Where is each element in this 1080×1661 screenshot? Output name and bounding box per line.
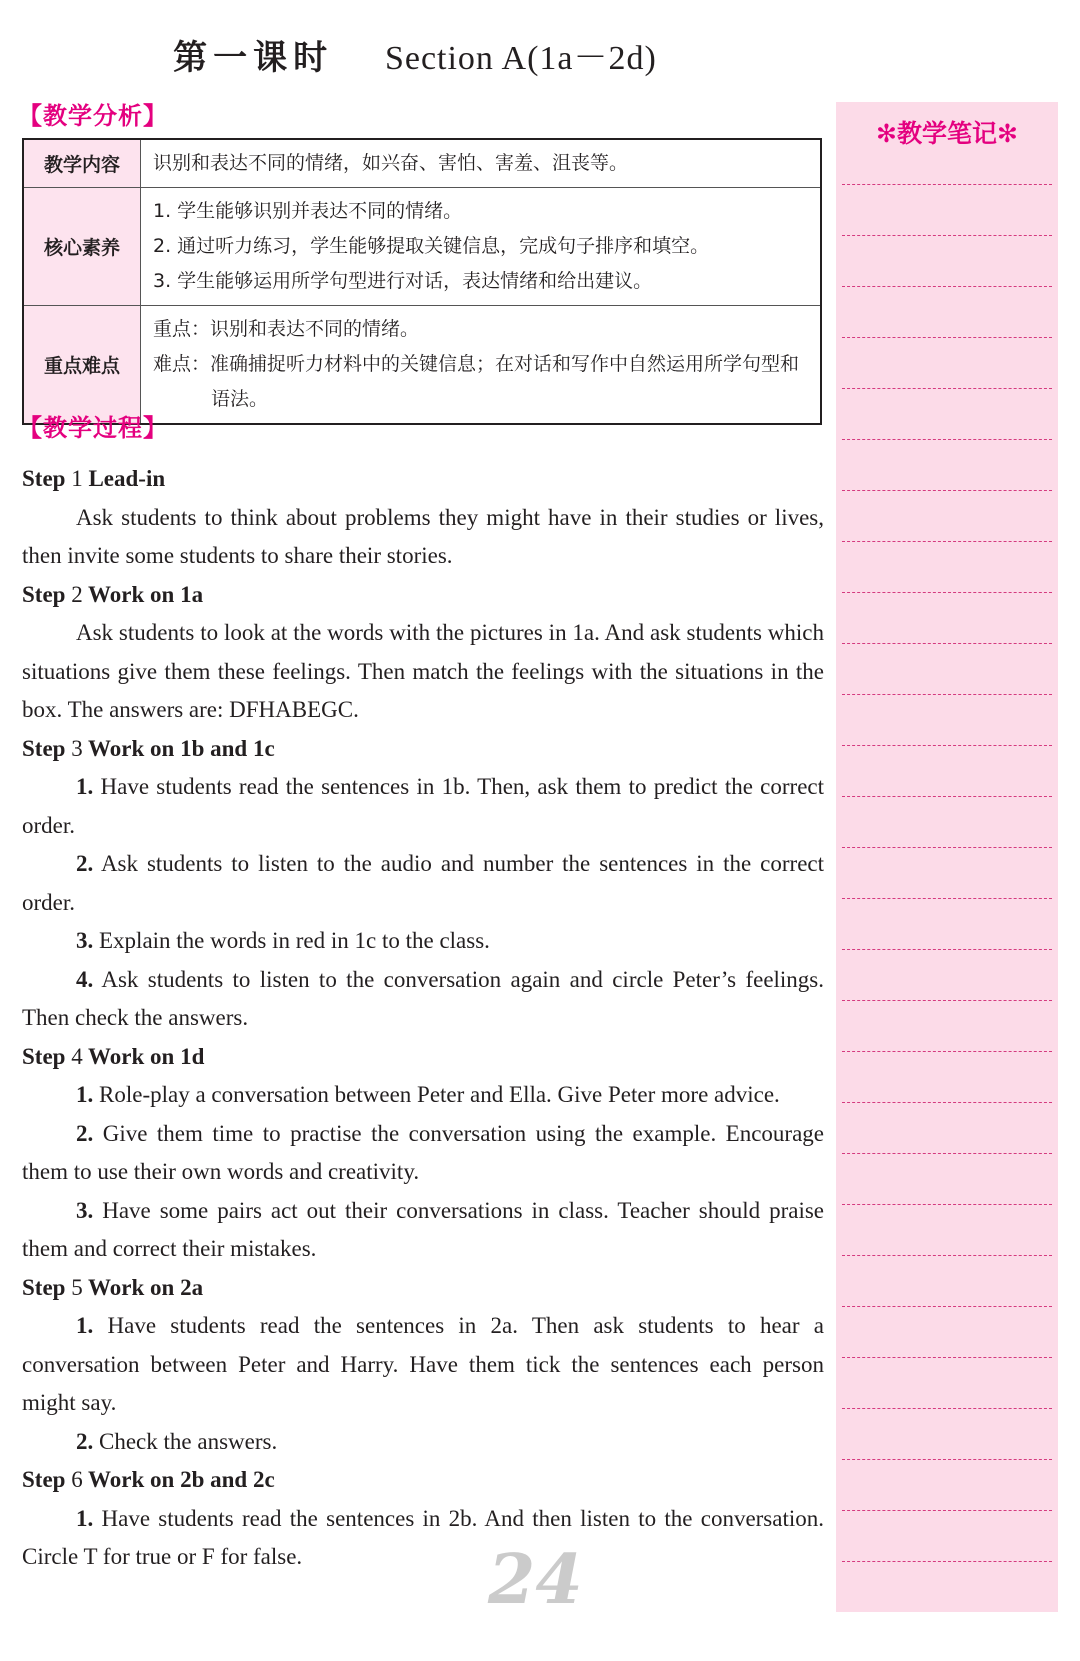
step-title: Lead-in [88,466,166,491]
notes-rule-line [842,1459,1052,1460]
notes-rule-line [842,949,1052,950]
item-number: 1. [76,1082,94,1107]
step-title: Work on 1d [88,1043,205,1069]
row-content [141,188,822,306]
notes-rule-line [842,490,1052,491]
step-title: Work on 1a [88,581,204,607]
step-prefix: Step [22,581,66,607]
step-prefix: Step [22,1043,66,1069]
step-number: 1 [71,466,83,491]
step-number: 3 [71,735,83,761]
step-prefix: Step [22,735,66,761]
item-number: 2. [76,851,94,876]
item-number: 1. [76,1313,94,1338]
notes-rule-line [842,1306,1052,1307]
step-prefix: Step [22,1274,66,1300]
lesson-title-cn: 第一课时 [173,38,334,78]
step-item [22,922,824,961]
step-item [22,1500,824,1577]
notes-rule-line [842,235,1052,236]
step-heading [22,576,824,615]
lesson-title-en: Section A(1a－2d) [384,40,657,77]
step-item [22,1192,824,1269]
notes-rule-line [842,286,1052,287]
content-line: 难点：准确捕捉听力材料中的关键信息；在对话和写作中自然运用所学句型和语法。 [153,353,800,410]
analysis-heading: 【教学分析】 [18,102,168,130]
notes-rule-line [842,1408,1052,1409]
step-item [22,1115,824,1192]
notes-rule-line [842,694,1052,695]
table-row [23,306,821,425]
item-text: Have students read the sentences in 2a. Then ask students to hear a conversation between Peter and Harry. Have them tick the sentences each person might say. [22,1313,825,1415]
item-text: Ask students to look at the words with the pictures in 1a. And ask students which situations give them these feelings. Then match the feelings with the situations in the box. The answers are: DFHABEGC. [22,620,824,722]
step-heading [22,1269,824,1308]
item-number: 1. [76,1505,94,1531]
step-item [22,614,824,730]
notes-rule-line [842,796,1052,797]
step-number: 4 [71,1043,83,1069]
notes-rule-line [842,847,1052,848]
row-content [141,139,822,188]
item-text: Explain the words in red in 1c to the class. [99,928,490,953]
row-label-competence: 核心素养 [23,188,141,306]
item-text: Ask students to listen to the conversation again and circle Peter’s feelings. Then check the answers. [22,966,825,1030]
step-title: Work on 2a [88,1274,204,1300]
step-title: Work on 2b and 2c [88,1467,275,1492]
item-text: Have students read the sentences in 2b. And then listen to the conversation. Circle T for true or F for false. [22,1505,824,1569]
page-title [0,30,830,79]
table-row [23,188,821,306]
step-item [22,961,824,1038]
item-text: Have some pairs act out their conversations in class. Teacher should praise them and correct their mistakes. [22,1197,824,1261]
content-line: 识别和表达不同的情绪，如兴奋、害怕、害羞、沮丧等。 [153,152,629,174]
step-heading [22,1038,824,1077]
notes-rule-line [842,388,1052,389]
notes-rule-line [842,337,1052,338]
process-heading: 【教学过程】 [18,414,168,442]
step-prefix: Step [22,466,66,491]
content-line: 1. 学生能够识别并表达不同的情绪。 [153,200,463,222]
item-number: 3. [76,1197,94,1223]
item-text: Give them time to practise the conversation using the example. Encourage them to use their own words and creativity. [22,1120,825,1184]
step-item [22,768,824,845]
item-text: Ask students to think about problems they might have in their studies or lives, then invite some students to share their stories. [22,504,824,568]
notes-rule-line [842,1204,1052,1205]
notes-rule-line [842,1153,1052,1154]
step-heading [22,460,824,499]
content-line: 2. 通过听力练习，学生能够提取关键信息，完成句子排序和填空。 [153,235,710,257]
notes-rule-line [842,1000,1052,1001]
step-item [22,499,824,576]
item-number: 3. [76,928,94,953]
page-number: 24 [488,1540,583,1620]
item-number: 2. [76,1428,94,1454]
notes-rule-line [842,1561,1052,1562]
notes-rule-line [842,745,1052,746]
notes-sidebar [836,102,1058,1612]
item-number: 2. [76,1120,94,1146]
item-number: 4. [76,966,94,992]
notes-rule-line [842,184,1052,185]
step-title: Work on 1b and 1c [88,735,275,761]
step-heading [22,1461,824,1500]
content-line: 重点：识别和表达不同的情绪。 [153,318,420,340]
row-content [141,306,822,425]
step-number: 5 [71,1274,83,1300]
step-prefix: Step [22,1467,66,1492]
row-label-key-points: 重点难点 [23,306,141,425]
notes-rule-line [842,592,1052,593]
row-label-content: 教学内容 [23,139,141,188]
notes-rule-line [842,643,1052,644]
teaching-process [22,460,824,1577]
content-line: 3. 学生能够运用所学句型进行对话，表达情绪和给出建议。 [153,270,653,292]
notes-rule-line [842,1255,1052,1256]
step-item [22,1307,824,1423]
step-number: 2 [71,581,83,607]
notes-rule-line [842,541,1052,542]
step-item [22,845,824,922]
notes-rule-line [842,1051,1052,1052]
analysis-table [22,138,822,425]
item-text: Ask students to listen to the audio and number the sentences in the correct order. [22,851,824,915]
notes-rule-line [842,1510,1052,1511]
step-item [22,1423,824,1462]
item-number: 1. [76,774,94,799]
notes-rule-line [842,439,1052,440]
step-heading [22,730,824,769]
step-number: 6 [71,1467,83,1492]
notes-rule-line [842,1357,1052,1358]
item-text: Check the answers. [99,1428,278,1454]
table-row [23,139,821,188]
notes-rule-line [842,898,1052,899]
notes-rule-line [842,1102,1052,1103]
step-item [22,1076,824,1115]
notes-title: ✻教学笔记✻ [876,119,1018,148]
item-text: Have students read the sentences in 1b. Then, ask them to predict the correct order. [22,774,824,838]
item-text: Role-play a conversation between Peter and Ella. Give Peter more advice. [99,1082,780,1107]
